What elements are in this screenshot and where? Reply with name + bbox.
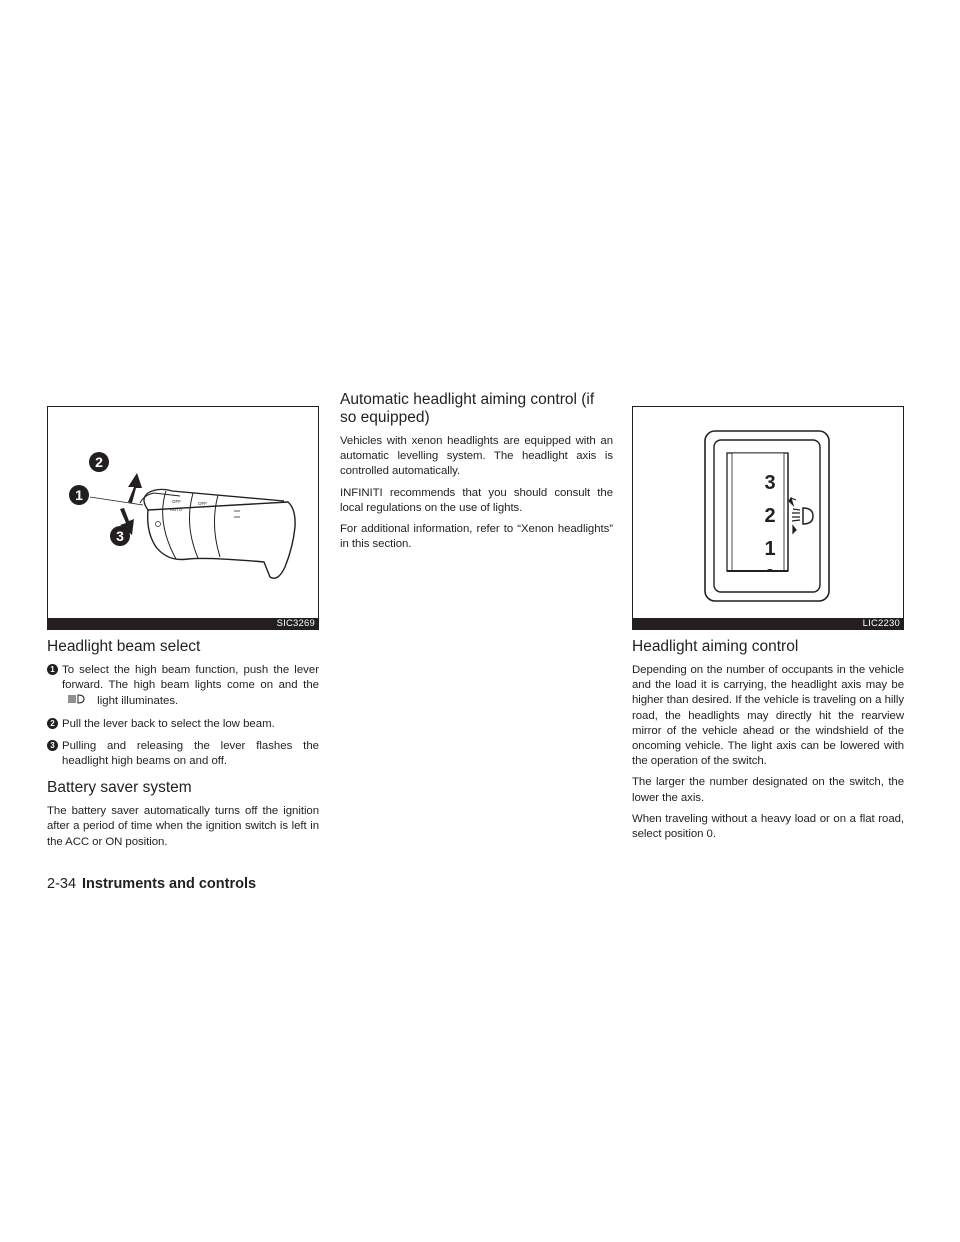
section-title-aiming-control: Headlight aiming control xyxy=(632,638,799,655)
column-middle xyxy=(340,391,613,552)
page-number: 2-34 xyxy=(47,876,77,892)
figure-code: LIC2230 xyxy=(633,618,903,629)
position-2: 2 xyxy=(764,505,776,527)
lever-figure xyxy=(47,406,319,630)
aiming-switch-illustration xyxy=(633,407,903,629)
svg-text:1: 1 xyxy=(75,487,83,503)
lever-label-off-2: OFF xyxy=(198,501,207,506)
step-3: 3 Pulling and releasing the lever flashes the headlight high beams on and off. xyxy=(47,739,319,769)
section-title-auto-aiming: Automatic headlight aiming control (if so equipped) xyxy=(340,391,595,426)
lever-label-auto: AUTO xyxy=(170,507,183,512)
section-title-battery-saver: Battery saver system xyxy=(47,779,192,797)
step-number-3: 3 xyxy=(47,740,58,751)
step-number-1: 1 xyxy=(47,664,58,675)
column-right xyxy=(632,406,904,842)
position-3: 3 xyxy=(764,472,776,494)
auto-aiming-paragraph-3: For additional information, refer to “Xenon headlights” in this section. xyxy=(340,523,613,551)
figure-code: SIC3269 xyxy=(48,618,318,629)
high-beam-icon xyxy=(64,693,92,705)
headlight-lever-illustration xyxy=(48,407,318,629)
push-forward-arrow xyxy=(128,473,142,503)
chapter-title: Instruments and controls xyxy=(82,876,257,892)
section-title-beam-select: Headlight beam select xyxy=(47,638,201,655)
battery-saver-body: The battery saver automatically turns off the ignition after a period of time when the ignition switch is left in the ACC or ON position. xyxy=(47,805,319,848)
aiming-control-paragraph-2: The larger the number designated on the switch, the lower the axis. xyxy=(632,776,904,804)
column-left xyxy=(47,406,319,850)
callout-3 xyxy=(110,526,130,546)
svg-text:2: 2 xyxy=(95,454,103,470)
auto-aiming-paragraph-2: INFINITI recommends that you should consult the local regulations on the use of lights. xyxy=(340,486,613,514)
aiming-control-paragraph-1: Depending on the number of occupants in the vehicle and the load it is carrying, the headlight axis may be higher than desired. If the vehicle is traveling on a hilly road, the headlights may directly hit the rearview mirror of the vehicle ahead or the windshield of the oncoming vehicle. The light axis can be lowered with the operation of the switch. xyxy=(632,664,904,768)
position-1: 1 xyxy=(764,538,776,560)
lever-label-off: OFF xyxy=(172,499,181,504)
step-2: 2 Pull the lever back to select the low beam. xyxy=(47,717,319,732)
auto-aiming-paragraph-1: Vehicles with xenon headlights are equipped with an automatic levelling system. The headlight axis is controlled automatically. xyxy=(340,435,613,478)
callout-2 xyxy=(89,452,109,472)
aiming-switch-figure xyxy=(632,406,904,630)
step-1: 1 To select the high beam function, push the lever forward. The high beam lights come on and the light illuminates. xyxy=(47,663,319,710)
page-footer xyxy=(47,876,256,892)
svg-text:3: 3 xyxy=(116,528,124,544)
callout-1 xyxy=(69,485,89,505)
aiming-control-paragraph-3: When traveling without a heavy load or on a flat road, select position 0. xyxy=(632,812,904,841)
step-number-2: 2 xyxy=(47,718,58,729)
